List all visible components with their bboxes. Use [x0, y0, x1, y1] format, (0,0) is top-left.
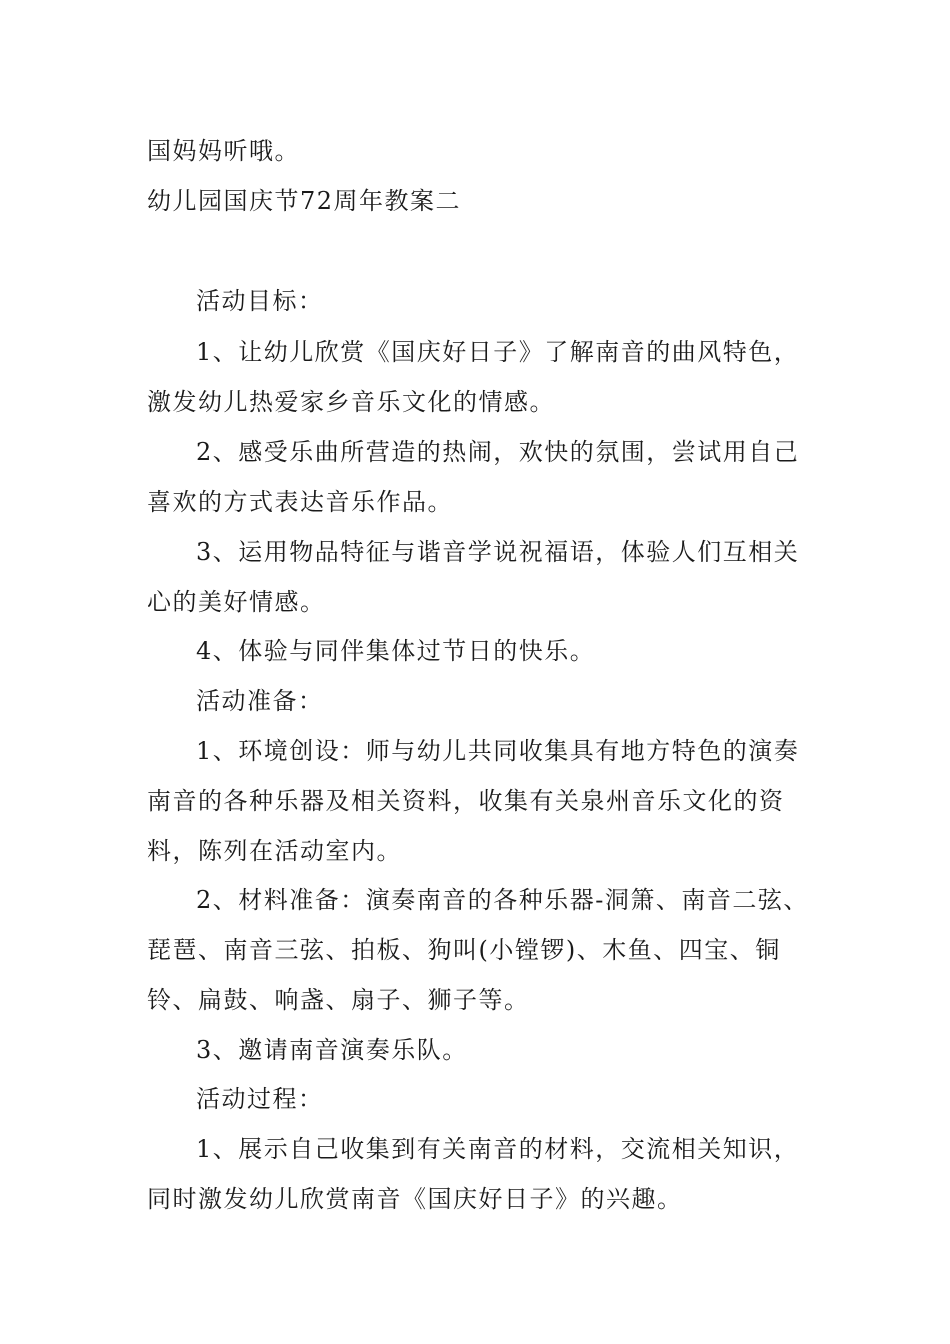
goal-2-line-2: 喜欢的方式表达音乐作品。 — [147, 488, 453, 516]
goal-3-line-1: 3、运用物品特征与谐音学说祝福语，体验人们互相关 — [196, 538, 800, 566]
prep-1-line-2: 南音的各种乐器及相关资料，收集有关泉州音乐文化的资 — [147, 787, 785, 815]
continuation-text: 国妈妈听哦。 — [147, 137, 300, 165]
goals-heading: 活动目标： — [196, 287, 324, 315]
prep-1-line-3: 料，陈列在活动室内。 — [147, 837, 402, 865]
prep-2-line-2: 琵琶、南音三弦、拍板、狗叫(小镗锣)、木鱼、四宝、铜 — [147, 936, 781, 964]
goal-1-line-1: 1、让幼儿欣赏《国庆好日子》了解南音的曲风特色， — [196, 338, 800, 366]
prep-2-line-3: 铃、扁鼓、响盏、扇子、狮子等。 — [147, 986, 530, 1014]
prep-2-line-1: 2、材料准备：演奏南音的各种乐器-洞箫、南音二弦、 — [196, 886, 809, 914]
prep-1-line-1: 1、环境创设：师与幼儿共同收集具有地方特色的演奏 — [196, 737, 800, 765]
process-1-line-1: 1、展示自己收集到有关南音的材料，交流相关知识， — [196, 1135, 800, 1163]
goal-1-line-2: 激发幼儿热爱家乡音乐文化的情感。 — [147, 388, 555, 416]
goal-3-line-2: 心的美好情感。 — [147, 588, 326, 616]
prep-3: 3、邀请南音演奏乐队。 — [196, 1036, 468, 1064]
section-title: 幼儿园国庆节72周年教案二 — [147, 187, 462, 215]
process-heading: 活动过程： — [196, 1085, 324, 1113]
goal-2-line-1: 2、感受乐曲所营造的热闹，欢快的氛围，尝试用自己 — [196, 438, 800, 466]
goal-4: 4、体验与同伴集体过节日的快乐。 — [196, 637, 596, 665]
process-1-line-2: 同时激发幼儿欣赏南音《国庆好日子》的兴趣。 — [147, 1185, 683, 1213]
prep-heading: 活动准备： — [196, 687, 324, 715]
